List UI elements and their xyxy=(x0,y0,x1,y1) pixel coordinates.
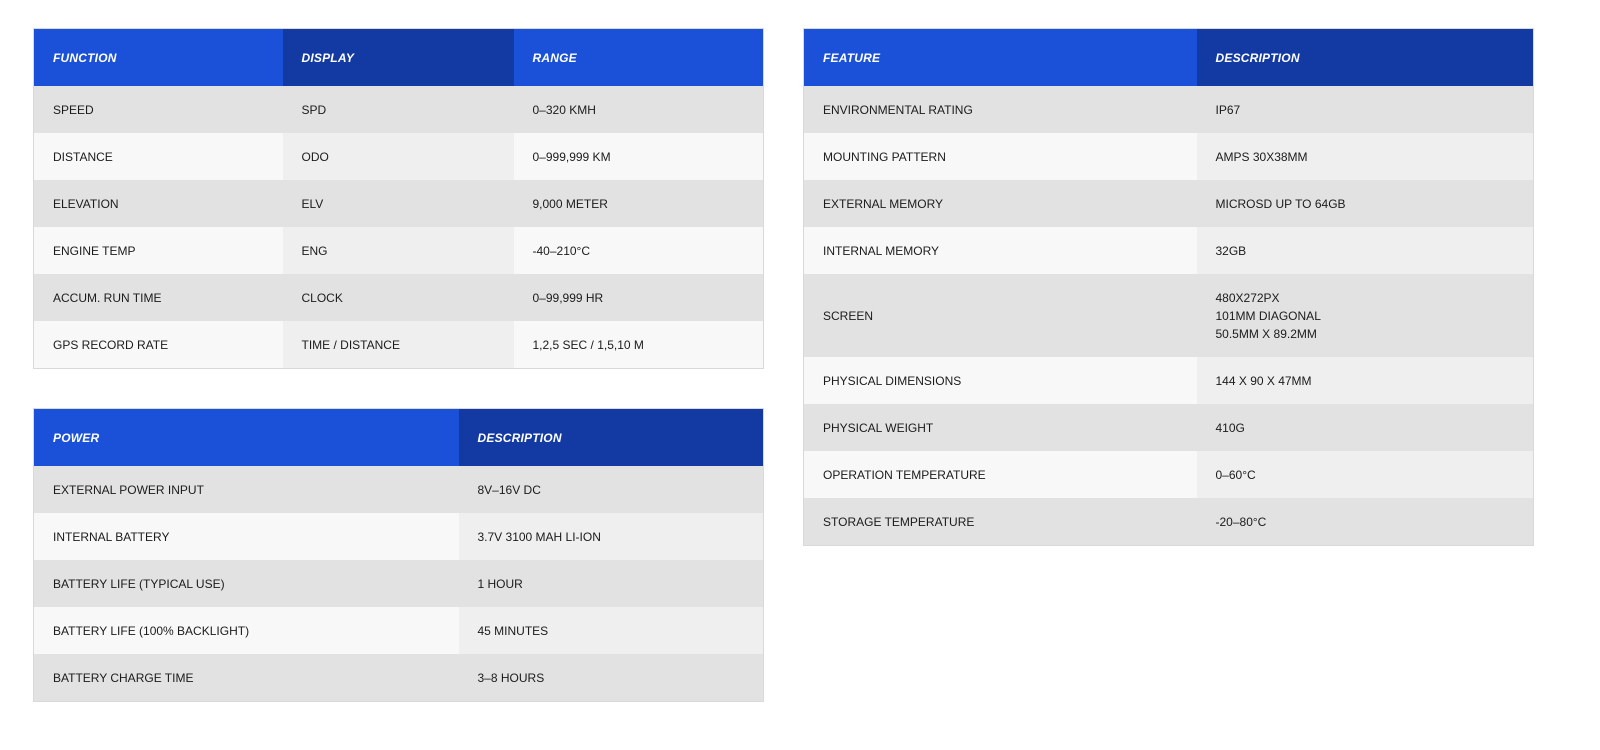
feature-table-panel xyxy=(803,28,1533,546)
table-row xyxy=(34,86,764,133)
table-row xyxy=(804,133,1534,180)
table-cell: BATTERY LIFE (100% BACKLIGHT) xyxy=(34,607,459,654)
table-cell: ENG xyxy=(283,227,514,274)
table-cell: ACCUM. RUN TIME xyxy=(34,274,283,321)
column-header-feature: FEATURE xyxy=(804,29,1197,87)
table-cell: SPD xyxy=(283,86,514,133)
table-row xyxy=(34,513,764,560)
screen-diagonal: 101MM DIAGONAL xyxy=(1215,308,1321,323)
table-cell: ELEVATION xyxy=(34,180,283,227)
table-row xyxy=(34,180,764,227)
table-cell: 3–8 HOURS xyxy=(459,654,764,702)
power-table-panel xyxy=(33,408,763,702)
table-row xyxy=(34,274,764,321)
table-cell: 1,2,5 SEC / 1,5,10 M xyxy=(514,321,764,369)
table-row xyxy=(804,498,1534,546)
table-row xyxy=(804,86,1534,133)
screen-size: 50.5MM X 89.2MM xyxy=(1215,326,1317,341)
table-cell: SPEED xyxy=(34,86,283,133)
table-row xyxy=(34,227,764,274)
table-cell: AMPS 30X38MM xyxy=(1197,133,1534,180)
table-cell: EXTERNAL POWER INPUT xyxy=(34,466,459,513)
table-row xyxy=(34,466,764,513)
table-row xyxy=(804,274,1534,357)
table-cell: 0–99,999 HR xyxy=(514,274,764,321)
function-table-panel xyxy=(33,28,763,369)
table-cell: ENGINE TEMP xyxy=(34,227,283,274)
table-cell: OPERATION TEMPERATURE xyxy=(804,451,1197,498)
table-row xyxy=(804,180,1534,227)
table-cell: -20–80°C xyxy=(1197,498,1534,546)
table-cell: INTERNAL MEMORY xyxy=(804,227,1197,274)
table-row xyxy=(804,227,1534,274)
table-cell: 1 HOUR xyxy=(459,560,764,607)
table-cell: 410G xyxy=(1197,404,1534,451)
column-header-range: RANGE xyxy=(514,29,764,87)
table-cell: EXTERNAL MEMORY xyxy=(804,180,1197,227)
table-cell: IP67 xyxy=(1197,86,1534,133)
table-cell: 0–60°C xyxy=(1197,451,1534,498)
table-cell: -40–210°C xyxy=(514,227,764,274)
table-row xyxy=(34,133,764,180)
table-header-row xyxy=(34,29,764,87)
table-cell: BATTERY CHARGE TIME xyxy=(34,654,459,702)
table-cell: INTERNAL BATTERY xyxy=(34,513,459,560)
column-header-power: POWER xyxy=(34,409,459,467)
table-cell: MOUNTING PATTERN xyxy=(804,133,1197,180)
column-header-display: DISPLAY xyxy=(283,29,514,87)
table-row xyxy=(34,607,764,654)
table-cell: 0–320 KMH xyxy=(514,86,764,133)
table-cell: BATTERY LIFE (TYPICAL USE) xyxy=(34,560,459,607)
power-table xyxy=(33,408,764,702)
table-cell: 32GB xyxy=(1197,227,1534,274)
table-cell: SCREEN xyxy=(804,274,1197,357)
table-cell: CLOCK xyxy=(283,274,514,321)
table-cell-multiline xyxy=(1197,274,1534,357)
column-header-function: FUNCTION xyxy=(34,29,283,87)
table-cell: GPS RECORD RATE xyxy=(34,321,283,369)
column-header-description: DESCRIPTION xyxy=(1197,29,1534,87)
table-cell: STORAGE TEMPERATURE xyxy=(804,498,1197,546)
table-cell: ENVIRONMENTAL RATING xyxy=(804,86,1197,133)
table-cell: ODO xyxy=(283,133,514,180)
function-table xyxy=(33,28,764,369)
table-header-row xyxy=(34,409,764,467)
table-cell: 3.7V 3100 MAH LI-ION xyxy=(459,513,764,560)
table-row xyxy=(804,404,1534,451)
table-cell: 144 X 90 X 47MM xyxy=(1197,357,1534,404)
table-row xyxy=(34,654,764,702)
table-cell: DISTANCE xyxy=(34,133,283,180)
feature-table xyxy=(803,28,1534,546)
table-header-row xyxy=(804,29,1534,87)
table-cell: 9,000 METER xyxy=(514,180,764,227)
table-cell: PHYSICAL WEIGHT xyxy=(804,404,1197,451)
table-cell: MICROSD UP TO 64GB xyxy=(1197,180,1534,227)
table-cell: PHYSICAL DIMENSIONS xyxy=(804,357,1197,404)
table-row xyxy=(34,560,764,607)
table-cell: 8V–16V DC xyxy=(459,466,764,513)
table-cell: 0–999,999 KM xyxy=(514,133,764,180)
table-row xyxy=(804,451,1534,498)
table-cell: 45 MINUTES xyxy=(459,607,764,654)
table-row xyxy=(34,321,764,369)
table-cell: ELV xyxy=(283,180,514,227)
table-cell: TIME / DISTANCE xyxy=(283,321,514,369)
table-row xyxy=(804,357,1534,404)
column-header-description: DESCRIPTION xyxy=(459,409,764,467)
screen-resolution: 480X272PX xyxy=(1215,290,1280,305)
